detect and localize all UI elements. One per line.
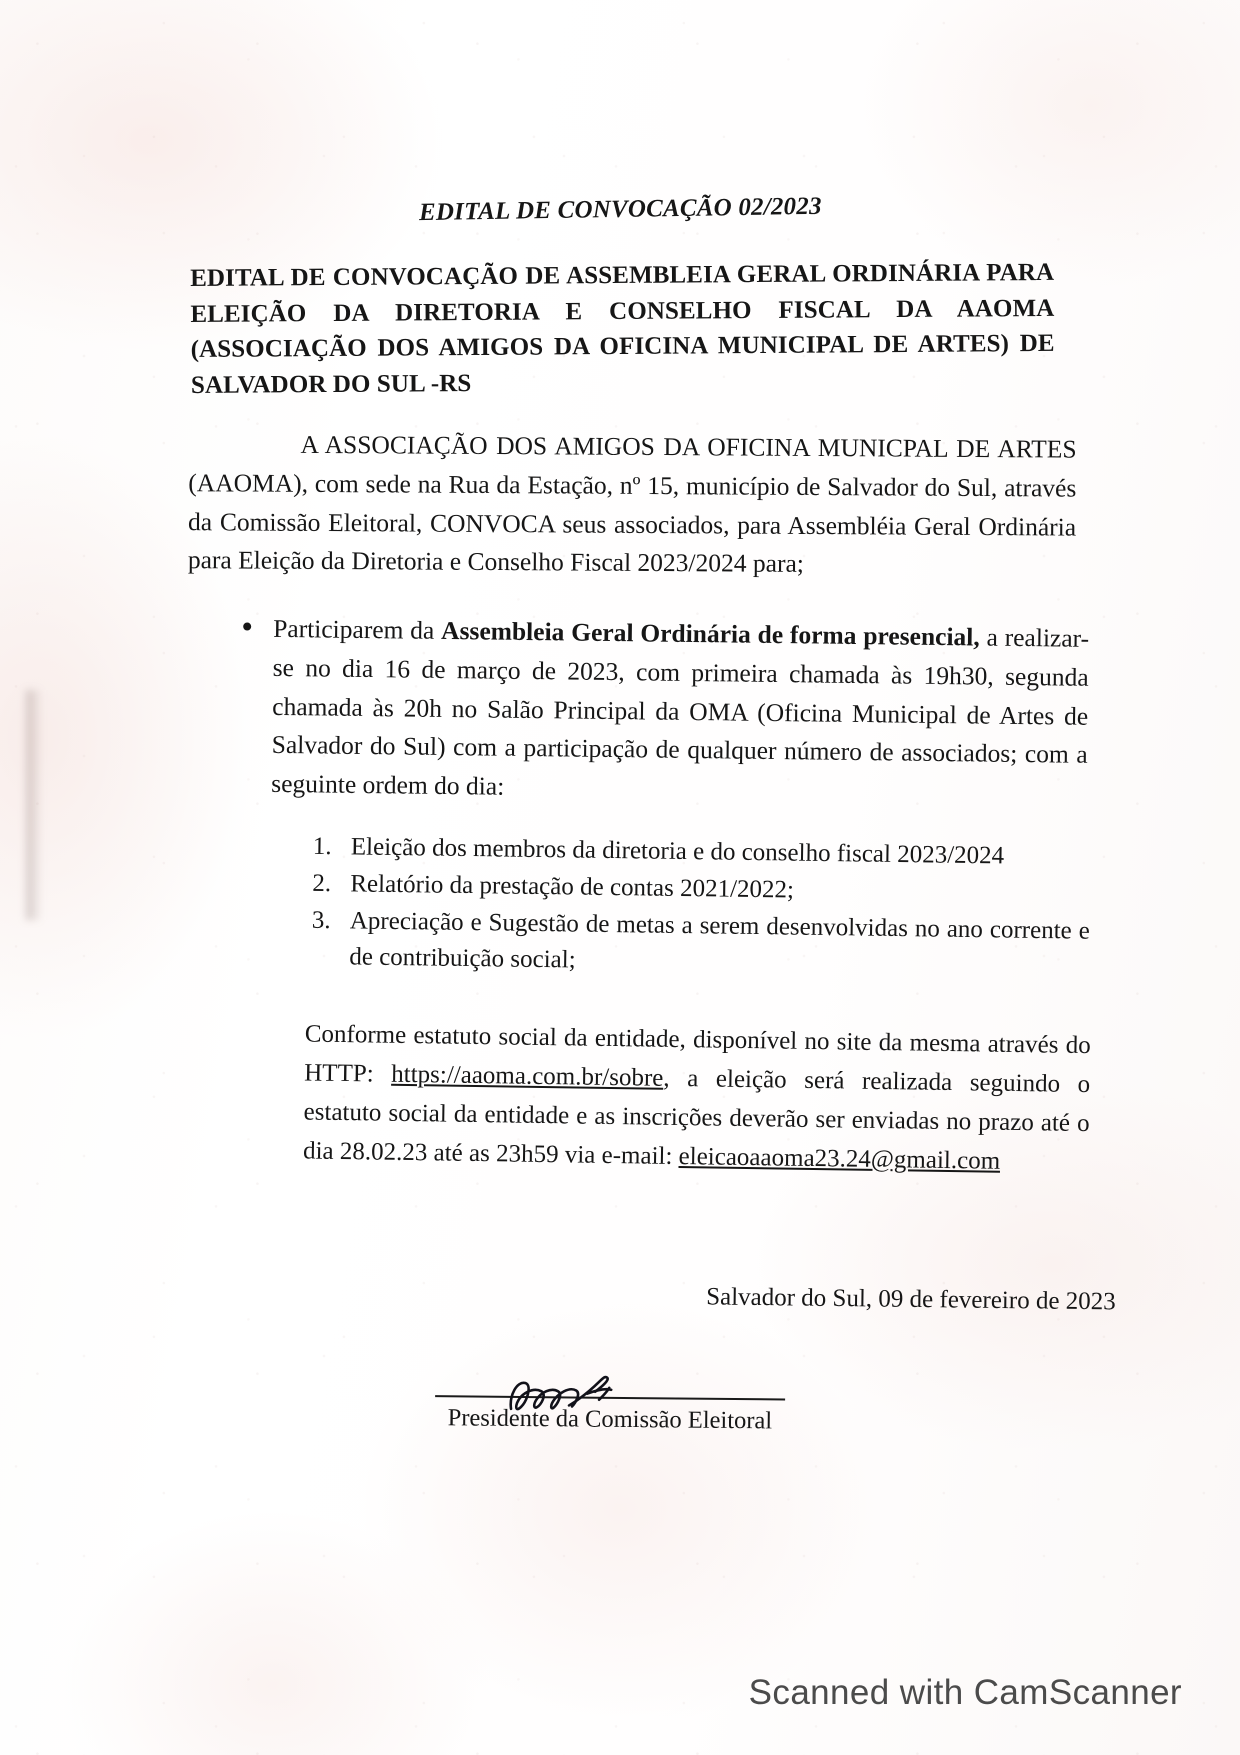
bullet-lead-text: Participarem da xyxy=(273,613,442,645)
closing-paragraph xyxy=(303,1014,1091,1182)
signature-block xyxy=(5,1391,1240,1440)
list-item xyxy=(271,610,1089,814)
signature-caption: Presidente da Comissão Eleitoral xyxy=(447,1404,773,1435)
document-title: EDITAL DE CONVOCAÇÃO 02/2023 xyxy=(418,192,822,227)
intro-paragraph: A ASSOCIAÇÃO DOS AMIGOS DA OFICINA MUNICPAL DE ARTES (AAOMA), com sede na Rua da Estação, nº 15, município de Salvador do Sul, através da Comissão Eleitoral, CONVOCA seus associados, para Assembléia Geral Ordinária para Eleição da Diretoria e Conselho Fiscal 2023/2024 para; xyxy=(187,429,1077,579)
camscanner-watermark: Scanned with CamScanner xyxy=(748,1673,1182,1712)
agenda-list xyxy=(309,829,1091,986)
document-heading: EDITAL DE CONVOCAÇÃO DE ASSEMBLEIA GERAL ORDINÁRIA PARA ELEIÇÃO DA DIRETORIA E CONSELHO FISCAL DA AAOMA (ASSOCIAÇÃO DOS AMIGOS DA OFICINA MUNICIPAL DE ARTES) DE SALVADOR DO SUL -RS xyxy=(190,258,1055,399)
agenda-item-2: Relatório da prestação de contas 2021/2022; xyxy=(350,870,795,904)
bullet-bold-text: Assembleia Geral Ordinária de forma presencial, xyxy=(440,615,980,652)
statute-url-link[interactable]: https://aaoma.com.br/sobre xyxy=(391,1060,664,1092)
bullet-rest-text: a realizar-se no dia 16 de março de 2023, com primeira chamada às 19h30, segunda chamada às 20h no Salão Principal da OMA (Oficina Municipal de Artes de Salvador do Sul) com a participação de qualquer número de associados; com a seguinte ordem do dia: xyxy=(271,622,1090,801)
signature-line xyxy=(435,1395,785,1400)
closing-text-part-2: , a eleição será realizada seguindo o estatuto social da entidade e as inscrições deverão ser enviadas no prazo até o dia 28.02.23 até as 23h59 via e-mail: xyxy=(302,1064,1091,1170)
agenda-item-3: Apreciação e Sugestão de metas a serem desenvolvidas no ano corrente e de contribuição social; xyxy=(349,907,1090,974)
agenda-item-1: Eleição dos membros da diretoria e do conselho fiscal 2023/2024 xyxy=(350,833,1005,870)
bullet-dot-icon xyxy=(243,623,251,631)
bullet-list xyxy=(233,609,1089,813)
closing-text-part-1: Conforme estatuto social da entidade, disponível no site da mesma através do HTTP: xyxy=(304,1020,1091,1088)
election-email-link[interactable]: eleicaoaaoma23.24@gmail.com xyxy=(678,1142,1001,1175)
place-and-date: Salvador do Sul, 09 de fevereiro de 2023 xyxy=(705,1283,1116,1316)
